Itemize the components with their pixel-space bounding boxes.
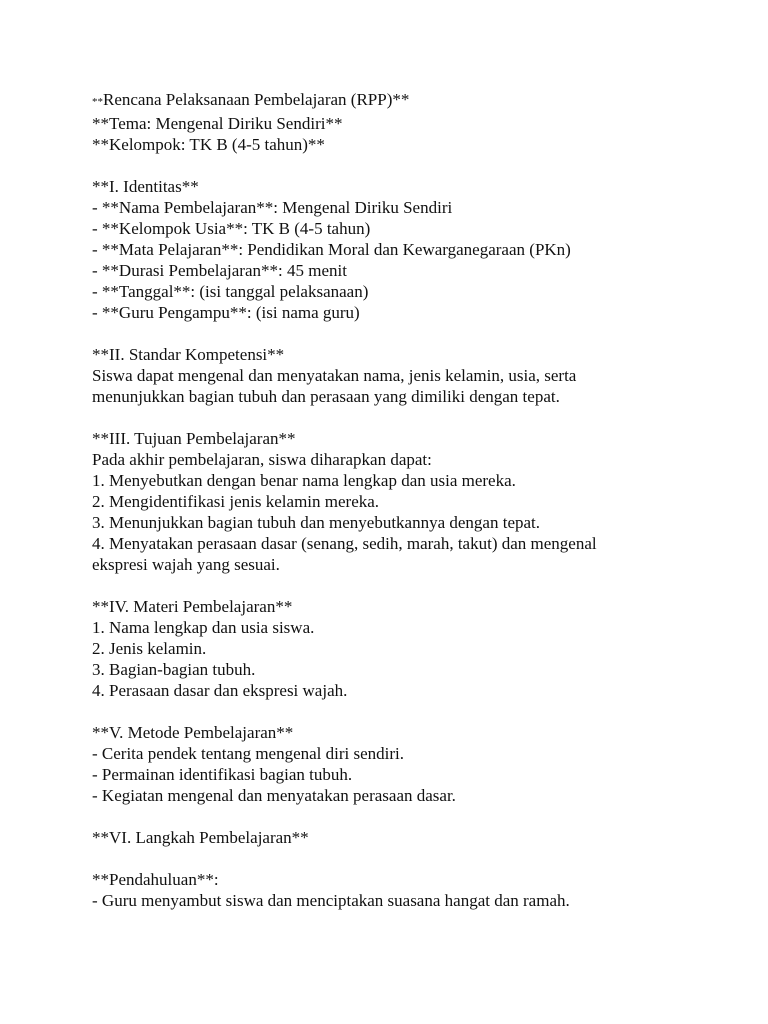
tujuan-intro: Pada akhir pembelajaran, siswa diharapkan dapat: (92, 450, 432, 469)
section-heading-standar: **II. Standar Kompetensi** (92, 345, 285, 364)
metode-item: - Cerita pendek tentang mengenal diri sendiri. (92, 744, 405, 763)
spacer (92, 407, 732, 428)
title-text: Rencana Pelaksanaan Pembelajaran (RPP)** (103, 90, 410, 109)
identitas-item: - **Nama Pembelajaran**: Mengenal Diriku Sendiri (92, 198, 453, 217)
identitas-item: - **Durasi Pembelajaran**: 45 menit (92, 261, 347, 280)
document-title (92, 89, 732, 113)
standar-text: Siswa dapat mengenal dan menyatakan nama, jenis kelamin, usia, serta (92, 366, 577, 385)
document-page (92, 89, 732, 911)
tujuan-item: 2. Mengidentifikasi jenis kelamin mereka. (92, 492, 380, 511)
identitas-item: - **Kelompok Usia**: TK B (4-5 tahun) (92, 219, 371, 238)
section-heading-materi: **IV. Materi Pembelajaran** (92, 597, 293, 616)
tujuan-item: 4. Menyatakan perasaan dasar (senang, sedih, marah, takut) dan mengenal (92, 534, 597, 553)
metode-item: - Kegiatan mengenal dan menyatakan perasaan dasar. (92, 786, 456, 805)
materi-item: 3. Bagian-bagian tubuh. (92, 660, 256, 679)
identitas-item: - **Tanggal**: (isi tanggal pelaksanaan) (92, 282, 369, 301)
section-heading-tujuan: **III. Tujuan Pembelajaran** (92, 429, 296, 448)
materi-item: 2. Jenis kelamin. (92, 639, 207, 658)
spacer (92, 701, 732, 722)
spacer (92, 323, 732, 344)
title-prefix: ** (92, 96, 103, 108)
theme-line: **Tema: Mengenal Diriku Sendiri** (92, 114, 343, 133)
pendahuluan-item: - Guru menyambut siswa dan menciptakan suasana hangat dan ramah. (92, 891, 570, 910)
section-heading-langkah: **VI. Langkah Pembelajaran** (92, 828, 309, 847)
metode-item: - Permainan identifikasi bagian tubuh. (92, 765, 353, 784)
subheading-pendahuluan: **Pendahuluan**: (92, 870, 219, 889)
section-heading-metode: **V. Metode Pembelajaran** (92, 723, 294, 742)
identitas-item: - **Mata Pelajaran**: Pendidikan Moral dan Kewarganegaraan (PKn) (92, 240, 571, 259)
tujuan-item: 3. Menunjukkan bagian tubuh dan menyebutkannya dengan tepat. (92, 513, 541, 532)
materi-item: 1. Nama lengkap dan usia siswa. (92, 618, 315, 637)
tujuan-item: 1. Menyebutkan dengan benar nama lengkap dan usia mereka. (92, 471, 516, 490)
identitas-item: - **Guru Pengampu**: (isi nama guru) (92, 303, 360, 322)
section-heading-identitas: **I. Identitas** (92, 177, 199, 196)
group-line: **Kelompok: TK B (4-5 tahun)** (92, 135, 325, 154)
spacer (92, 575, 732, 596)
standar-text: menunjukkan bagian tubuh dan perasaan yang dimiliki dengan tepat. (92, 387, 560, 406)
spacer (92, 848, 732, 869)
spacer (92, 806, 732, 827)
tujuan-item: ekspresi wajah yang sesuai. (92, 555, 280, 574)
materi-item: 4. Perasaan dasar dan ekspresi wajah. (92, 681, 348, 700)
spacer (92, 155, 732, 176)
